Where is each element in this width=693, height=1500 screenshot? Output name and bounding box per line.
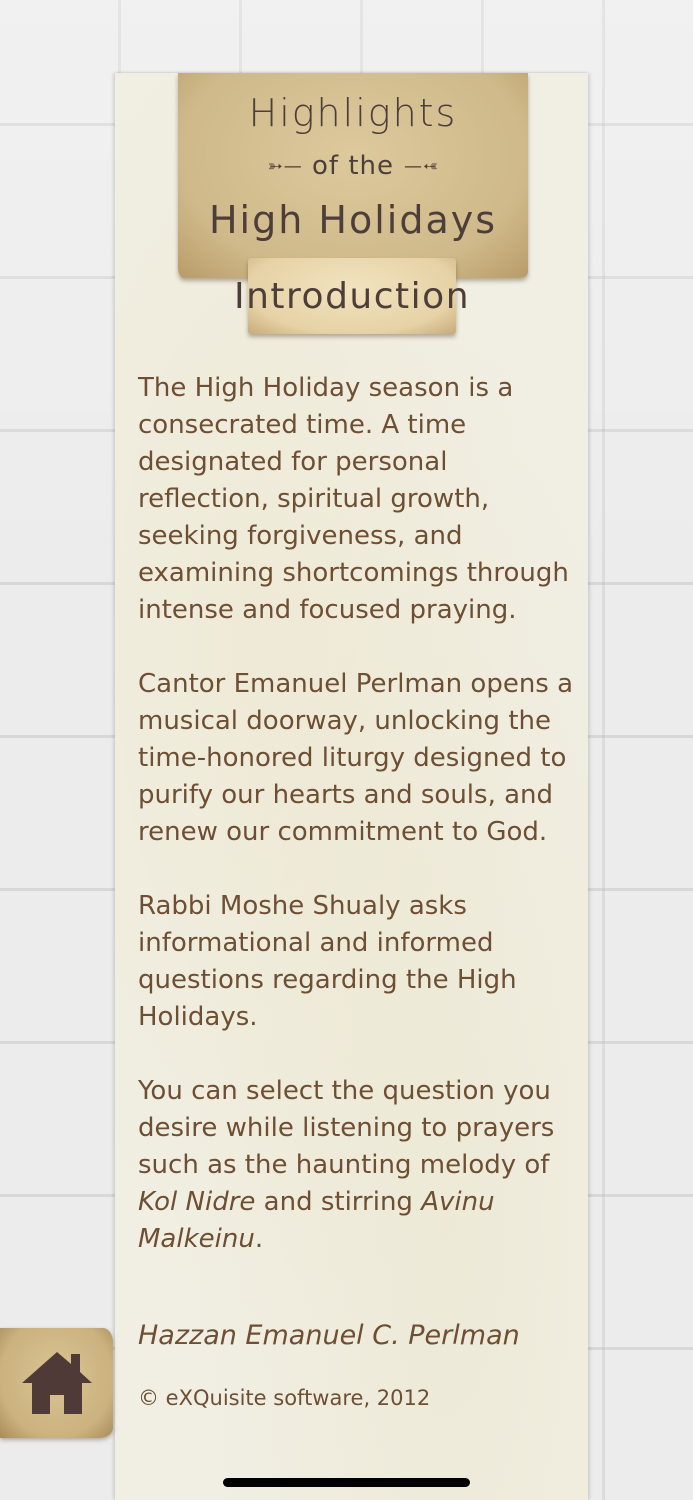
ornament-left-icon: ➳— xyxy=(267,156,303,177)
paragraph: Rabbi Moshe Shualy asks informational and informed questions regarding the High Holidays. xyxy=(138,891,517,1032)
paragraph: The High Holiday season is a consecrated time. A time designated for personal reflection, spiritual growth, seeking forgiveness, and examining shortcomings through intense and focused praying. xyxy=(138,373,569,625)
signature: Hazzan Emanuel C. Perlman xyxy=(138,1320,520,1351)
ornament-right-icon: ➳— xyxy=(403,156,439,177)
title-card xyxy=(178,73,528,278)
home-icon xyxy=(20,1350,94,1416)
title-of-the: ➳— of the ➳— xyxy=(267,151,439,181)
prayer-title: Kol Nidre xyxy=(138,1187,256,1217)
home-button[interactable] xyxy=(0,1328,113,1438)
home-indicator-bar[interactable] xyxy=(223,1478,470,1487)
copyright: © eXQuisite software, 2012 xyxy=(138,1386,431,1410)
title-high-holidays: High Holidays xyxy=(208,198,498,242)
title-highlights: Highlights xyxy=(248,91,458,135)
section-tab-introduction: Introduction xyxy=(248,258,456,334)
prayer-title: Avinu Malkeinu xyxy=(138,1187,495,1254)
paragraph: Cantor Emanuel Perlman opens a musical doorway, unlocking the time-honored liturgy designed to purify our hearts and souls, and renew our commitment to God. xyxy=(138,669,574,847)
paragraph: You can select the question you desire while listening to prayers such as the haunting melody of Kol Nidre and stirring Avinu Malkeinu. xyxy=(138,1076,555,1254)
intro-text xyxy=(138,370,586,1295)
